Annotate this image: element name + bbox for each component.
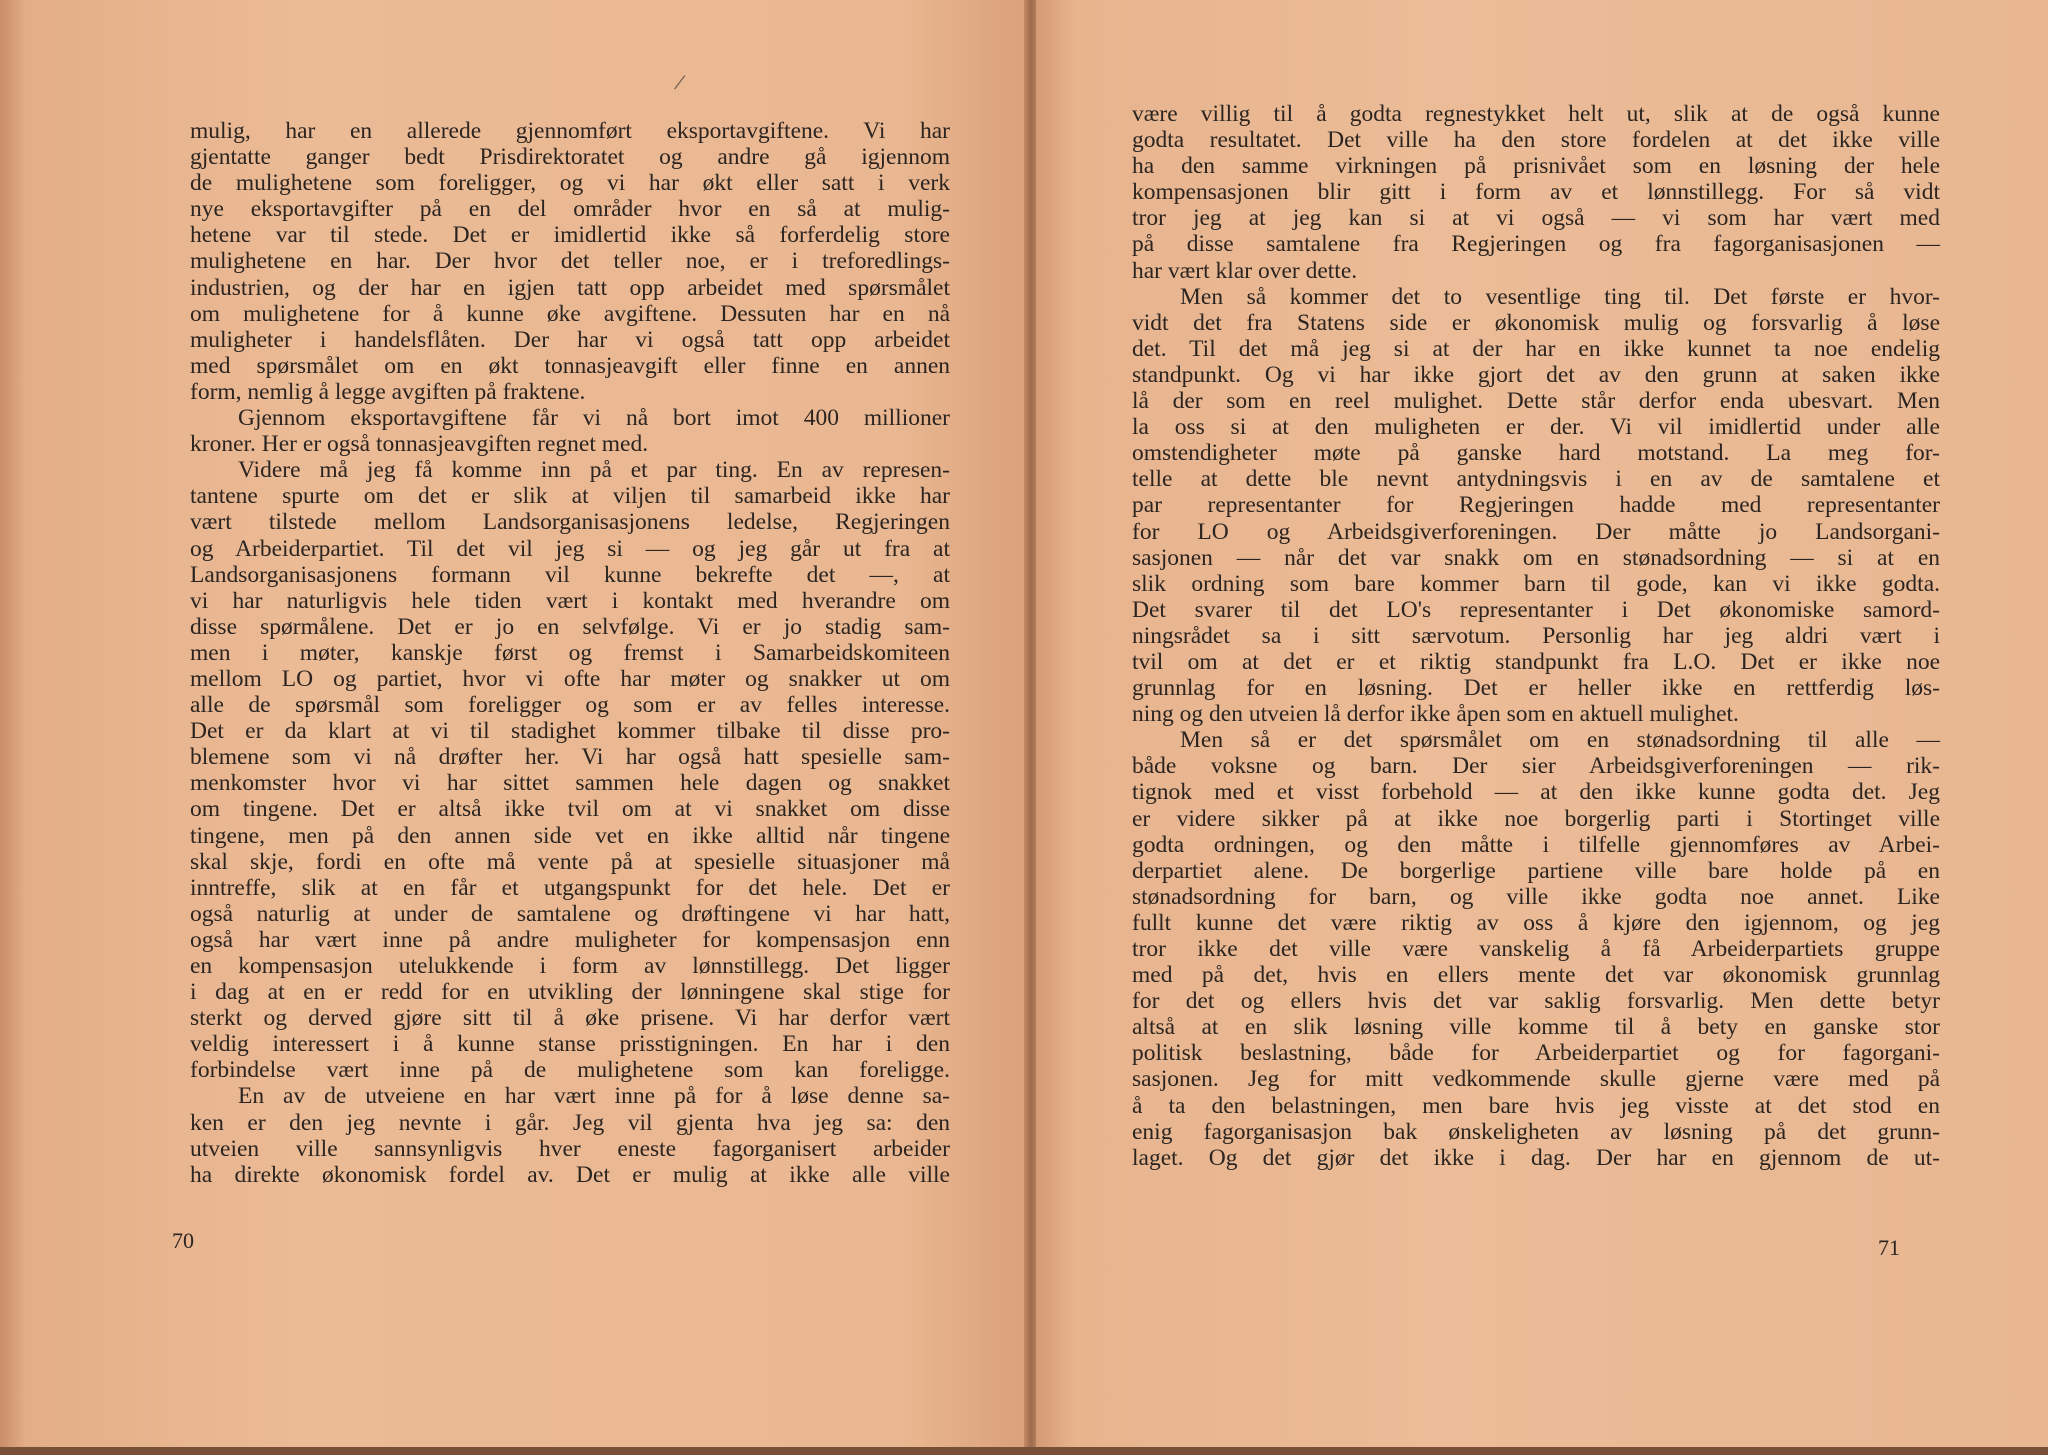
text-line: har vært klar over dette. [1132,257,1358,284]
text-line: sasjonen. Jeg for mitt vedkommende skulle gjerne være med på [1132,1066,1940,1093]
right-page-text [1132,101,1940,1171]
text-line: mulig, har en allerede gjennomført eksportavgiftene. Vi har [190,118,950,144]
text-line: er videre sikker på at ikke noe borgerlig parti i Stortinget ville [1132,805,1940,832]
text-line: tror ikke det ville være vanskelig å få Arbeiderpartiets gruppe [1132,936,1940,962]
text-line: men i møter, kanskje først og fremst i Samarbeidskomiteen [190,639,950,666]
text-line: mulighetene en har. Der hvor det teller noe, er i treforedlings- [190,248,950,275]
text-line: skal skje, fordi en ofte må vente på at spesielle situasjoner må [190,848,950,875]
text-line: disse spørmålene. Det er jo en selvfølge. Vi er jo stadig sam- [190,613,950,640]
text-line: for det og ellers hvis det var saklig forsvarlig. Men dette betyr [1132,988,1940,1015]
text-line: telle at dette ble nevnt antydningsvis i en av de samtalene et [1132,466,1940,493]
text-line: En av de utveiene en har vært inne på for å løse denne sa- [238,1083,950,1110]
text-line: på disse samtalene fra Regjeringen og fra fagorganisasjonen — [1132,231,1940,258]
text-line: om tingene. Det er altså ikke tvil om at vi snakket om disse [190,796,950,823]
text-line: par representanter for Regjeringen hadde med representanter [1132,492,1940,519]
text-line: også har vært inne på andre muligheter for kompensasjon enn [190,926,950,953]
text-line: være villig til å godta regnestykket helt ut, slik at de også kunne [1132,101,1940,127]
text-line: med på det, hvis en ellers mente det var økonomisk grunnlag [1132,962,1940,989]
right-page [1036,0,2048,1455]
text-line: vi har naturligvis hele tiden vært i kontakt med hverandre om [190,587,950,614]
text-line: tvil om at det er et riktig standpunkt fra L.O. Det er ikke noe [1132,648,1940,675]
text-line: kroner. Her er også tonnasjeavgiften regnet med. [190,431,649,458]
text-line: sasjonen — når det var snakk om en stønadsordning — si at en [1132,544,1940,571]
text-line: Landsorganisasjonens formann vil kunne bekrefte det —, at [190,561,950,588]
text-line: hetene var til stede. Det er imidlertid ikke så forferdelig store [190,222,950,249]
text-line: ken er den jeg nevnte i går. Jeg vil gjenta hva jeg sa: den [190,1109,950,1136]
text-line: om mulighetene for å kunne øke avgiftene. Dessuten har en nå [190,300,950,327]
text-line: alle de spørsmål som foreligger og som er av felles interesse. [190,692,950,719]
text-line: tantene spurte om det er slik at viljen til samarbeid ikke har [190,483,950,510]
text-line: å ta den belastningen, men bare hvis jeg visste at det stod en [1132,1092,1940,1119]
text-line: kompensasjonen blir gitt i form av et lønnstillegg. For så vidt [1132,179,1940,206]
text-line: vært tilstede mellom Landsorganisasjonens ledelse, Regjeringen [190,509,950,536]
left-page-text [190,118,950,1188]
text-line: og Arbeiderpartiet. Til det vil jeg si — og jeg går ut fra at [190,535,950,562]
text-line: stønadsordning for barn, og ville ikke godta noe annet. Like [1132,883,1940,910]
text-line: fullt kunne det være riktig av oss å kjøre den igjennom, og jeg [1132,909,1940,936]
text-line: for LO og Arbeidsgiverforeningen. Der måtte jo Landsorgani- [1132,518,1940,545]
text-line: Men så er det spørsmålet om en stønadsordning til alle — [1180,727,1940,754]
text-line: standpunkt. Og vi har ikke gjort det av den grunn at saken ikke [1132,361,1940,388]
text-line: de mulighetene som foreligger, og vi har økt eller satt i verk [190,170,950,197]
text-line: blemene som vi nå drøfter her. Vi har også hatt spesielle sam- [190,744,950,771]
text-line: det. Til det må jeg si at der har en ikke kunnet ta noe endelig [1132,335,1940,362]
pencil-mark: / [672,69,687,97]
text-line: ningsrådet sa i sitt særvotum. Personlig har jeg aldri vært i [1132,622,1940,649]
text-line: Gjennom eksportavgiftene får vi nå bort imot 400 millioner [238,405,950,432]
text-line: ha direkte økonomisk fordel av. Det er mulig at ikke alle ville [190,1161,950,1188]
text-line: veldig interessert i å kunne stanse prisstigningen. En har i den [190,1031,950,1058]
text-line: la oss si at den muligheten er der. Vi vil imidlertid under alle [1132,414,1940,441]
text-line: enig fagorganisasjon bak ønskeligheten av løsning på det grunn- [1132,1118,1940,1145]
text-line: godta resultatet. Det ville ha den store fordelen at det ikke ville [1132,127,1940,154]
page-number: 71 [1878,1235,1900,1260]
text-line: grunnlag for en løsning. Det er heller ikke en rettferdig løs- [1132,675,1940,702]
page-number: 70 [172,1228,194,1253]
text-line: slik ordning som bare kommer barn til gode, kan vi ikke godta. [1132,570,1940,597]
text-line: Det svarer til det LO's representanter i Det økonomiske samord- [1132,596,1940,623]
text-line: politisk beslastning, både for Arbeiderpartiet og for fagorgani- [1132,1040,1940,1067]
text-line: ha den samme virkningen på prisnivået som en løsning der hele [1132,153,1940,180]
text-line: ning og den utveien lå derfor ikke åpen som en aktuell mulighet. [1132,701,1739,728]
text-line: tror jeg at jeg kan si at vi også — vi som har vært med [1132,205,1940,232]
text-line: også naturlig at under de samtalene og drøftingene vi har hatt, [190,900,950,927]
text-line: muligheter i handelsflåten. Der har vi også tatt opp arbeidet [190,326,950,353]
text-line: forbindelse vært inne på de mulighetene som kan foreligge. [190,1057,950,1084]
text-line: både voksne og barn. Der sier Arbeidsgiverforeningen — rik- [1132,753,1940,780]
text-line: mellom LO og partiet, hvor vi ofte har møter og snakker ut om [190,665,950,692]
text-line: Det er da klart at vi til stadighet kommer tilbake til disse pro- [190,718,950,745]
text-line: sterkt og derved gjøre sitt til å øke prisene. Vi har derfor vært [190,1005,950,1032]
text-line: omstendigheter møte på ganske hard motstand. La meg for- [1132,440,1940,467]
book-bottom-edge [0,1447,2048,1455]
text-line: en kompensasjon utelukkende i form av lønnstillegg. Det ligger [190,953,950,979]
text-line: med spørsmålet om en økt tonnasjeavgift eller finne en annen [190,352,950,379]
text-line: utveien ville sannsynligvis hver eneste fagorganisert arbeider [190,1135,950,1162]
text-line: i dag at en er redd for en utvikling der lønningene skal stige for [190,979,950,1006]
text-line: tingene, men på den annen side vet en ikke alltid når tingene [190,822,950,849]
text-line: tignok med et visst forbehold — at den ikke kunne godta det. Jeg [1132,779,1940,806]
text-line: laget. Og det gjør det ikke i dag. Der har en gjennom de ut- [1132,1144,1940,1171]
text-line: inntreffe, slik at en får et utgangspunkt for det hele. Det er [190,874,950,901]
text-line: derpartiet alene. De borgerlige partiene ville bare holde på en [1132,857,1940,884]
text-line: nye eksportavgifter på en del områder hvor en så at mulig- [190,196,950,223]
text-line: lå der som en reel mulighet. Dette står derfor enda ubesvart. Men [1132,388,1940,415]
text-line: gjentatte ganger bedt Prisdirektoratet og andre gå igjennom [190,144,950,171]
text-line: Videre må jeg få komme inn på et par ting. En av represen- [238,457,950,484]
text-line: godta ordningen, og den måtte i tilfelle gjennomføres av Arbei- [1132,831,1940,858]
text-line: form, nemlig å legge avgiften på fraktene. [190,378,586,405]
text-line: altså at en slik løsning ville komme til å bety en ganske stor [1132,1014,1940,1041]
text-line: menkomster hvor vi har sittet sammen hele dagen og snakket [190,770,950,797]
text-line: industrien, og der har en igjen tatt opp arbeidet med spørsmålet [190,274,950,301]
text-line: vidt det fra Statens side er økonomisk mulig og forsvarlig å løse [1132,309,1940,336]
text-line: Men så kommer det to vesentlige ting til. Det første er hvor- [1180,283,1940,310]
